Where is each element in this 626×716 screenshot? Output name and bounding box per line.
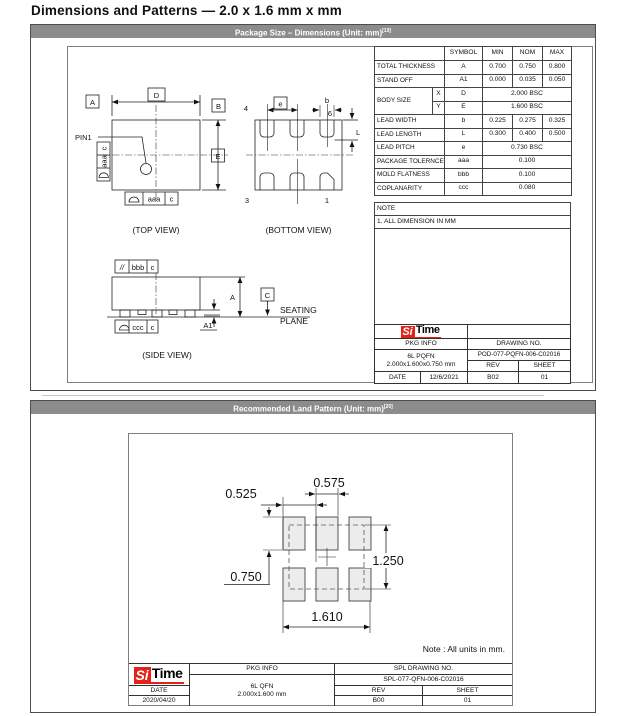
pin1-marker-icon (141, 164, 152, 175)
rev-label: REV (468, 361, 519, 372)
fcf-aaa-bottom: aaa (147, 194, 161, 204)
dimension-table (374, 46, 572, 196)
land-pattern-header-text: Recommended Land Pattern (Unit: mm) (233, 404, 384, 414)
table-row: COPLANARITY ccc 0.080 (375, 182, 572, 196)
center-cross-icon (318, 548, 336, 566)
surface-profile-icon (129, 197, 139, 202)
rev-label: REV (335, 686, 423, 696)
pin-number-4: 4 (243, 104, 249, 113)
logo-si: Si (402, 326, 413, 339)
package-views-drawing (68, 47, 374, 384)
land-pattern-header-footnote: [20] (383, 404, 393, 410)
pad-5 (290, 120, 304, 137)
bottom-view-caption: (BOTTOM VIEW) (265, 225, 332, 235)
pad-6 (320, 120, 334, 137)
pin-number-6: 6 (327, 109, 333, 118)
dim-vertical-span: 1.250 (372, 554, 404, 568)
bottom-view (244, 96, 360, 235)
pkg-info-label: PKG INFO (190, 664, 335, 675)
table-row: BODY SIZE X D 2.000 BSC (375, 88, 572, 102)
standoff-highlight (204, 314, 220, 317)
col-min: MIN (483, 47, 513, 61)
pkg-info-label: PKG INFO (375, 339, 468, 350)
surface-profile-icon (99, 173, 108, 178)
note-box (374, 202, 571, 325)
parallelism-icon: // (119, 263, 125, 272)
pkg-size: 2.000x1.600x0.750 mm (386, 360, 456, 368)
dim-label-b: b (324, 96, 330, 105)
land-pattern-section (30, 400, 596, 713)
units-note: Note : All units in mm. (422, 644, 505, 654)
pkg-size: 2.000x1.600 mm (237, 690, 287, 698)
dimensions-drawing-frame (67, 46, 593, 383)
land-pattern-drawing (129, 434, 514, 662)
sheet-value: 01 (540, 374, 549, 382)
drawing-no-value: POD-077-PQFN-006-C02016 (468, 350, 570, 361)
drawing-no-label: DRAWING NO. (468, 339, 570, 350)
fcf-ccc: ccc (132, 323, 144, 332)
datum-label-c: C (264, 291, 271, 300)
rev-value: B00 (335, 696, 423, 706)
table-row: LEAD LENGTH L 0.300 0.400 0.500 (375, 128, 572, 142)
surface-profile-icon (120, 325, 130, 330)
dim-pad-offset: 0.525 (225, 487, 257, 501)
pad-1-chamfered (320, 173, 334, 190)
col-symbol: SYMBOL (445, 47, 483, 61)
logo-si: Si (135, 667, 149, 684)
dimension-annotations (224, 476, 410, 633)
fcf-c-top: c (150, 263, 155, 272)
spl-drawing-no-label: SPL DRAWING NO. (335, 664, 512, 675)
side-view (107, 260, 317, 360)
top-view-caption: (TOP VIEW) (132, 225, 180, 235)
table-row: PACKAGE TOLERNCE aaa 0.100 (375, 155, 572, 169)
date-value: 12/6/2021 (421, 372, 468, 384)
table-row: TOTAL THICKNESS A 0.700 0.750 0.800 (375, 61, 572, 75)
datum-label-b: B (215, 102, 222, 111)
logo-cell (375, 325, 468, 339)
spl-drawing-no-value: SPL-077-QFN-006-C02016 (335, 675, 512, 686)
logo-time: Time (415, 325, 441, 339)
logo-cell (129, 664, 190, 686)
table-row: Y E 1.600 BSC (375, 101, 572, 115)
dim-horizontal-span: 1.610 (311, 610, 343, 624)
package-dimensions-header-footnote: [19] (382, 28, 392, 34)
pad-4 (260, 120, 274, 137)
pad-2 (290, 173, 304, 190)
table-row: STAND OFF A1 0.000 0.035 0.050 (375, 74, 572, 88)
package-dimensions-section (30, 24, 596, 391)
dim-label-pitch-e: e (278, 99, 283, 109)
date-label: DATE (129, 686, 190, 696)
land-pattern-header (31, 401, 595, 414)
note-1: 1. ALL DIMENSION IN MM (375, 216, 570, 229)
dim-label-a1: A1 (203, 321, 213, 330)
sitime-logo (401, 325, 440, 339)
land-pattern-frame (128, 433, 513, 706)
title-block-land-pattern (129, 663, 512, 706)
pkg-type: 6L PQFN (407, 352, 435, 360)
sheet-label: SHEET (519, 361, 570, 372)
side-view-caption: (SIDE VIEW) (142, 350, 192, 360)
col-max: MAX (543, 47, 572, 61)
logo-time: Time (151, 665, 184, 683)
dim-label-l: L (356, 128, 361, 137)
table-row: LEAD WIDTH b 0.225 0.275 0.325 (375, 115, 572, 129)
pkg-info-value (375, 350, 468, 372)
pin-number-3: 3 (244, 196, 250, 205)
title-block-dimensions (374, 324, 571, 384)
table-row: MOLD FLATNESS bbb 0.100 (375, 169, 572, 183)
fcf-c-left: c (99, 146, 109, 151)
pkg-type: 6L QFN (250, 682, 274, 690)
dim-label-a: A (229, 293, 235, 302)
date-label: DATE (375, 372, 421, 384)
page-title: Dimensions and Patterns — 2.0 x 1.6 mm x mm (31, 3, 342, 18)
dim-label-d: D (153, 91, 160, 100)
note-label: NOTE (375, 203, 570, 216)
fcf-bbb: bbb (131, 263, 145, 272)
section-divider (42, 395, 544, 396)
dim-label-e-upper: E (215, 152, 221, 161)
package-dimensions-header (31, 25, 595, 38)
table-header-row (375, 47, 572, 61)
sheet-label: SHEET (423, 686, 512, 696)
fcf-c-bottom2: c (150, 323, 155, 332)
logo-row-spacer (468, 325, 570, 339)
col-nom: NOM (513, 47, 543, 61)
pkg-info-value (190, 675, 335, 706)
fcf-aaa-left: aaa (99, 155, 109, 168)
dim-pad-width: 0.575 (313, 476, 345, 490)
seating-plane-label-2: PLANE (280, 316, 308, 326)
date-value: 2020/04/20 (129, 696, 190, 706)
datum-label-a: A (89, 98, 96, 107)
pad-3 (260, 173, 274, 190)
seating-plane-label-1: SEATING (280, 305, 317, 315)
sheet-value: 01 (463, 697, 472, 705)
sitime-logo (134, 665, 183, 683)
pin-number-1: 1 (324, 196, 330, 205)
rev-value: B02 (468, 372, 519, 384)
table-row: LEAD PITCH e 0.730 BSC (375, 142, 572, 156)
dim-pad-height: 0.750 (230, 570, 262, 584)
package-dimensions-header-text: Package Size – Dimensions (Unit: mm) (234, 28, 383, 38)
top-view (75, 88, 228, 235)
pin1-label: PIN1 (75, 133, 92, 142)
fcf-c-bottom: c (169, 194, 174, 204)
